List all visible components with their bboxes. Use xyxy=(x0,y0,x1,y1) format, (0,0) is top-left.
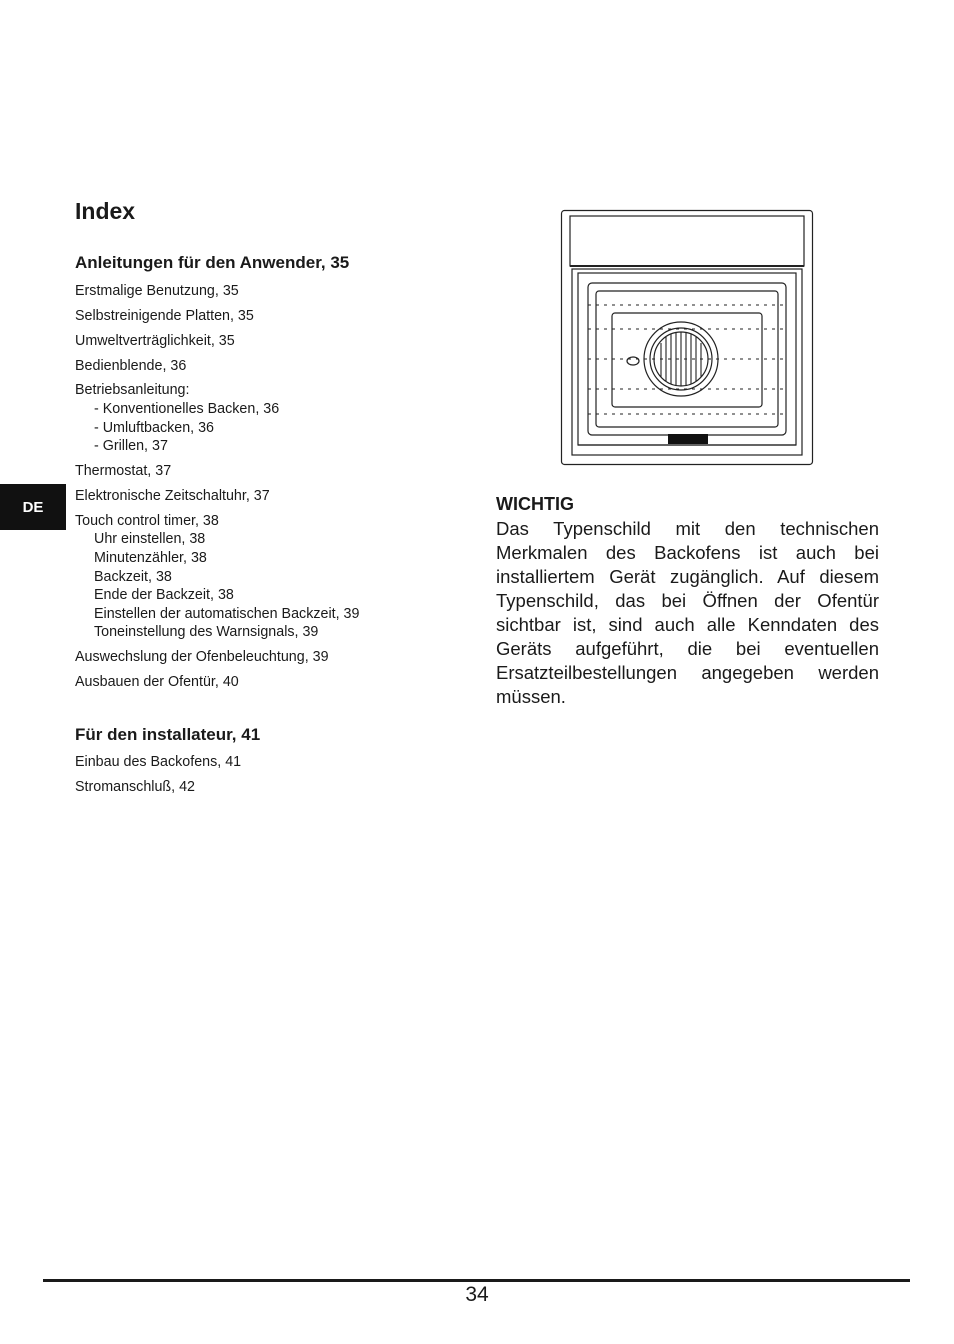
footer-rule xyxy=(43,1279,910,1282)
index-entry: Betriebsanleitung: xyxy=(75,382,190,398)
index-entry: Bedienblende, 36 xyxy=(75,358,187,374)
index-subentry: Backzeit, 38 xyxy=(94,569,172,585)
index-subentry: - Konventionelles Backen, 36 xyxy=(94,401,280,417)
index-subentry: - Grillen, 37 xyxy=(94,438,168,454)
index-entry: Elektronische Zeitschaltuhr, 37 xyxy=(75,488,270,504)
index-subentry: Minutenzähler, 38 xyxy=(94,550,207,566)
notice-body: Das Typenschild mit den technischen Merkmalen des Backofens ist auch bei installiertem Gerät zugänglich. Auf diesem Typenschild, das bei Öffnen der Ofentür sichtbar ist, sind auch alle Kenndaten des Geräts aufgeführt, die bei eventuellen Ersatzteilbestellungen angegeben werden müssen. xyxy=(496,518,879,707)
index-subentry: Ende der Backzeit, 38 xyxy=(94,587,234,603)
index-entry: Einbau des Backofens, 41 xyxy=(75,754,242,770)
notice-heading: WICHTIG xyxy=(496,494,574,514)
page-number: 34 xyxy=(465,1283,489,1306)
index-entry: Auswechslung der Ofenbeleuchtung, 39 xyxy=(75,649,329,665)
language-tab: DE xyxy=(0,484,66,530)
important-notice xyxy=(496,491,879,709)
index-subentry: Uhr einstellen, 38 xyxy=(94,531,206,547)
page-title: Index xyxy=(75,198,136,224)
index-subentry: - Umluftbacken, 36 xyxy=(94,420,214,436)
index-entry: Ausbauen der Ofentür, 40 xyxy=(75,674,239,690)
section-heading-installer: Für den installateur, 41 xyxy=(75,725,261,744)
section-heading-user: Anleitungen für den Anwender, 35 xyxy=(75,253,350,272)
index-entry: Touch control timer, 38 xyxy=(75,513,219,529)
index-subentry: Toneinstellung des Warnsignals, 39 xyxy=(94,624,319,640)
index-entry: Stromanschluß, 42 xyxy=(75,779,195,795)
index-subentry: Einstellen der automatischen Backzeit, 39 xyxy=(94,606,360,622)
index-entry: Selbstreinigende Platten, 35 xyxy=(75,308,254,324)
index-entry: Thermostat, 37 xyxy=(75,463,172,479)
oven-illustration xyxy=(560,209,814,467)
index-entry: Erstmalige Benutzung, 35 xyxy=(75,283,239,299)
index-entry: Umweltverträglichkeit, 35 xyxy=(75,333,235,349)
